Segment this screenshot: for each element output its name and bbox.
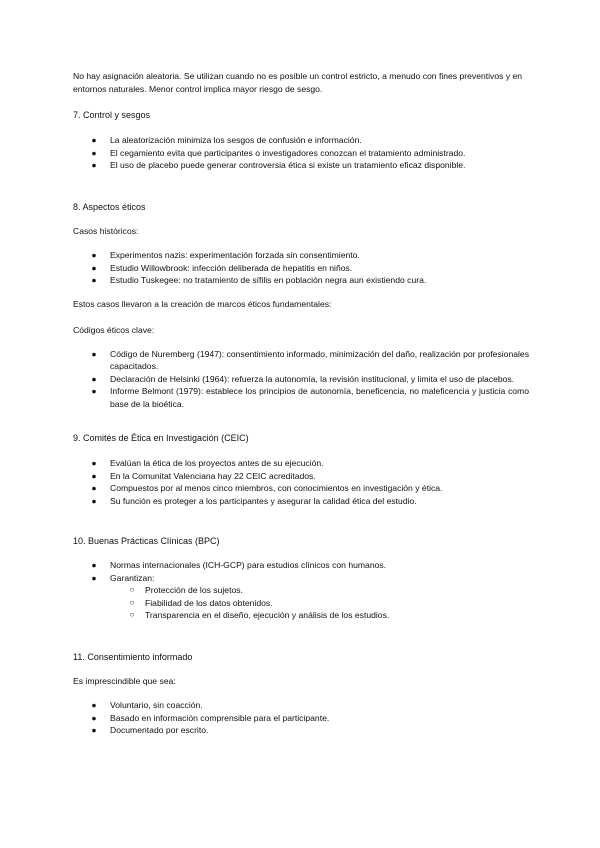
- sub-list-item: ○ Fiabilidad de los datos obtenidos.: [73, 597, 529, 610]
- bullet-icon: ●: [91, 160, 97, 170]
- list-item: ● Informe Belmont (1979): establece los principios de autonomía, beneficencia, no maleficencia y justicia como base de la bioética.: [73, 385, 529, 410]
- bullet-icon: ●: [91, 725, 97, 735]
- ethical-codes-list: [73, 348, 529, 411]
- sub-list-item: ○ Protección de los sujetos.: [73, 584, 529, 597]
- bullet-icon: ●: [91, 700, 97, 710]
- list-item: ● Código de Nuremberg (1947): consentimiento informado, minimización del daño, realización por profesionales capacitados.: [73, 348, 529, 373]
- list-item: ● Documentado por escrito.: [73, 724, 529, 737]
- section-7-heading: 7. Control y sesgos: [73, 110, 151, 120]
- section-10-list: [73, 559, 529, 584]
- sub-list-item: ○ Transparencia en el diseño, ejecución y análisis de los estudios.: [73, 609, 529, 622]
- section-9-heading: 9. Comités de Ética en Investigación (CEIC): [73, 433, 249, 443]
- bullet-icon: ●: [91, 483, 97, 493]
- historic-cases-list: [73, 249, 529, 287]
- historic-cases-label: Casos históricos:: [73, 225, 139, 236]
- document-body: [73, 70, 529, 737]
- bullet-icon: ●: [91, 470, 97, 481]
- circle-bullet-icon: ○: [129, 585, 135, 594]
- section-8-heading: 8. Aspectos éticos: [73, 201, 146, 212]
- list-item: ● Su función es proteger a los participantes y asegurar la calidad ética del estudio.: [73, 495, 529, 508]
- bullet-icon: ●: [91, 250, 97, 260]
- list-item: ● Declaración de Helsinki (1964): refuerza la autonomía, la revisión institucional, y limita el uso de placebos.: [73, 373, 529, 386]
- bullet-icon: ●: [91, 560, 97, 570]
- section-11-list: [73, 699, 529, 737]
- list-item: ● Normas internacionales (ICH-GCP) para estudios clínicos con humanos.: [73, 559, 529, 572]
- bullet-icon: ●: [91, 275, 97, 285]
- bullet-icon: ●: [91, 495, 97, 506]
- list-item: ● El uso de placebo puede generar controversia ética si existe un tratamiento eficaz disponible.: [73, 159, 529, 172]
- section-11-heading: 11. Consentimiento informado: [73, 651, 193, 662]
- circle-bullet-icon: ○: [129, 610, 135, 619]
- list-item: ● El cegamiento evita que participantes o investigadores conozcan el tratamiento administrado.: [73, 147, 529, 160]
- consent-label: Es imprescindible que sea:: [73, 675, 176, 686]
- section-7-list: [73, 134, 529, 172]
- list-item: ● En la Comunitat Valenciana hay 22 CEIC acreditados.: [73, 470, 529, 483]
- list-item: ● Estudio Tuskegee: no tratamiento de sífilis en población negra aun existiendo cura.: [73, 274, 529, 287]
- guarantees-sublist: [73, 584, 529, 622]
- circle-bullet-icon: ○: [129, 597, 135, 607]
- bullet-icon: ●: [91, 135, 97, 145]
- ethical-codes-label: Códigos éticos clave:: [73, 325, 155, 335]
- bullet-icon: ●: [91, 572, 97, 583]
- list-item: ● Estudio Willowbrook: infección deliberada de hepatitis en niños.: [73, 262, 529, 275]
- bullet-icon: ●: [91, 386, 97, 396]
- bullet-icon: ●: [91, 262, 97, 273]
- list-item: ● Basado en información comprensible para el participante.: [73, 712, 529, 725]
- frameworks-text: Estos casos llevaron a la creación de marcos éticos fundamentales:: [73, 298, 332, 309]
- list-item: ● Compuestos por al menos cinco miembros, con conocimientos en investigación y ética.: [73, 482, 529, 495]
- bullet-icon: ●: [91, 373, 97, 384]
- list-item: ● Evalúan la ética de los proyectos antes de su ejecución.: [73, 457, 529, 470]
- list-item: ● Garantizan:: [73, 572, 529, 585]
- section-9-list: [73, 457, 529, 507]
- list-item: ● Voluntario, sin coacción.: [73, 699, 529, 712]
- bullet-icon: ●: [91, 458, 97, 468]
- bullet-icon: ●: [91, 712, 97, 723]
- list-item: ● La aleatorización minimiza los sesgos de confusión e información.: [73, 134, 529, 147]
- list-item: ● Experimentos nazis: experimentación forzada sin consentimiento.: [73, 249, 529, 262]
- bullet-icon: ●: [91, 147, 97, 158]
- bullet-icon: ●: [91, 348, 97, 359]
- section-10-heading: 10. Buenas Prácticas Clínicas (BPC): [73, 536, 220, 546]
- intro-paragraph: No hay asignación aleatoria. Se utilizan cuando no es posible un control estricto, a menudo con fines preventivos y en entornos naturales. Menor control implica mayor riesgo de sesgo.: [73, 71, 523, 94]
